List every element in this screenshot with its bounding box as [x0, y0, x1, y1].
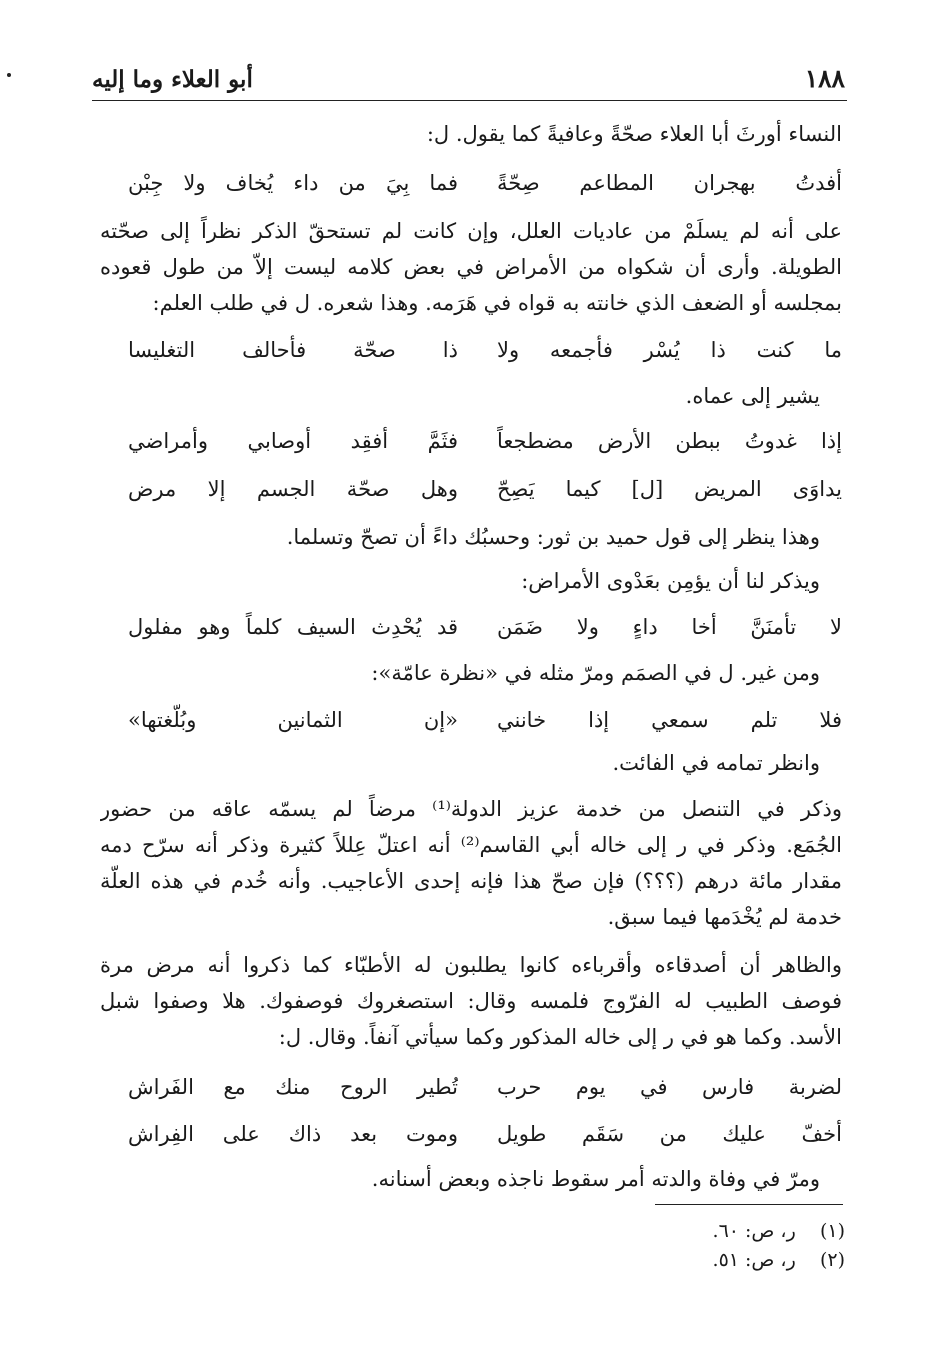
verse-line: [100, 1067, 842, 1107]
verse-first-hemistich: لا تأمنَنَّ أخا داءٍ ولا ضَمَن: [497, 615, 842, 639]
text-line: النساء أورثَ أبا العلاء صحّةً وعافيةً كما يقول. ل:: [426, 122, 842, 146]
footnote-text: ر، ص: ٦٠.: [712, 1220, 796, 1242]
verse-first-hemistich: إذا غدوتُ ببطن الأرض مضطجعاً: [497, 429, 842, 453]
verse-line: [100, 700, 842, 740]
verse-line: [100, 421, 842, 461]
verse-second-hemistich: ذا صحّة فأحالف التغليسا: [128, 338, 458, 362]
verse-second-hemistich: فما بِيَ من داء يُخاف ولا جِبْن: [128, 171, 458, 195]
verse-line: [100, 330, 842, 370]
verse-second-hemistich: فثَمَّ أفقِد أوصابي وأمراضي: [128, 429, 458, 453]
text-line: والظاهر أن أصدقاءه وأقرباءه كانوا يطلبون له الأطبّاء كما ذكروا أنه مرض مرة: [100, 953, 842, 977]
verse-first-hemistich: لضربة فارس في يوم حرب: [497, 1075, 842, 1099]
verse-line: [100, 469, 842, 509]
verse-line: [100, 163, 842, 203]
verse-first-hemistich: ما كنت ذا يُسْر فأجمعه ولا: [497, 338, 842, 362]
page-header: [92, 62, 847, 101]
text-line: على أنه لم يسلَمْ من عاديات العلل، وإن كانت لم تستحقّ الذكر نظراً إلى صحّته: [100, 219, 842, 243]
verse-first-hemistich: يداوَى المريض [ل] كيما يَصِحّ: [497, 477, 842, 501]
text-line: ومن غير. ل في الصمَم ومرّ مثله في «نظرة عامّة»:: [371, 661, 820, 685]
verse-line: [100, 607, 842, 647]
footnote-marker: (٢): [819, 1249, 845, 1271]
verse-second-hemistich: «إن الثمانين وبُلّغتها»: [128, 708, 458, 732]
text-line: ومرّ في وفاة والدته أمر سقوط ناجذه وبعض أسنانه.: [371, 1167, 820, 1191]
text-line: الجُمَع. وذكر في ر إلى خاله أبي القاسم⁽²⁾ أنه اعتلّ عِللاً كثيرة وذكر أنه سرّح دمه: [100, 833, 842, 857]
verse-line: [100, 1114, 842, 1154]
stray-mark: [7, 73, 11, 77]
text-line: فوصف الطبيب له الفرّوج فلمسه وقال: استصغروك فوصفوك. هلا وصفوا شبل: [100, 989, 842, 1013]
verse-second-hemistich: قد يُحْدِث السيف كلماً وهو مفلول: [128, 615, 458, 639]
footnote-text: ر، ص: ٥١.: [712, 1249, 796, 1271]
text-line: الأسد. وكما هو في ر إلى خاله المذكور وكما سيأتي آنفاً. وقال. ل:: [278, 1025, 842, 1049]
text-line: ويذكر لنا أن يؤمِن بعَدْوى الأمراض:: [521, 569, 820, 593]
verse-first-hemistich: أخفّ عليك من سَقَم طويل: [497, 1122, 842, 1146]
footnote: [545, 1245, 845, 1275]
verse-first-hemistich: أفدتُ بهجران المطاعم صِحّةً: [497, 171, 842, 195]
text-line: يشير إلى عماه.: [685, 384, 820, 408]
verse-second-hemistich: تُطير الروح منك مع الفَراش: [128, 1075, 458, 1099]
text-line: الطويلة. وأرى أن شكواه من الأمراض في بعض كلامه ليست إلاّ من طول قعوده: [100, 255, 842, 279]
verse-first-hemistich: فلا تلم سمعي إذا خانني: [497, 708, 842, 732]
text-line: خدمة لم يُخْدَمها فيما سبق.: [607, 905, 842, 929]
text-line: وذكر في التنصل من خدمة عزيز الدولة⁽¹⁾ مرضاً لم يسمّه عاقه من حضور: [100, 797, 842, 821]
footnote-separator: [655, 1204, 843, 1205]
verse-second-hemistich: وهل صحّة الجسم إلا مرض: [128, 477, 458, 501]
text-line: وانظر تمامه في الفائت.: [612, 751, 820, 775]
verse-second-hemistich: وموت بعد ذاك على الفِراش: [128, 1122, 458, 1146]
footnote-marker: (١): [819, 1220, 845, 1242]
text-line: وهذا ينظر إلى قول حميد بن ثور: وحسبُك داءً أن تصحّ وتسلما.: [286, 525, 820, 549]
text-line: مقدار مائة درهم (؟؟؟) فإن صحّ هذا فإنه إحدى الأعاجيب. وأنه خُدم في هذه العلّة: [100, 869, 842, 893]
text-line: بمجلسه أو الضعف الذي خانته به قواه في هَرَمه. وهذا شعره. ل في طلب العلم:: [152, 291, 842, 315]
footnote: [545, 1216, 845, 1246]
page-number: ١٨٨: [804, 64, 845, 93]
running-title: أبو العلاء وما إليه: [92, 66, 253, 93]
